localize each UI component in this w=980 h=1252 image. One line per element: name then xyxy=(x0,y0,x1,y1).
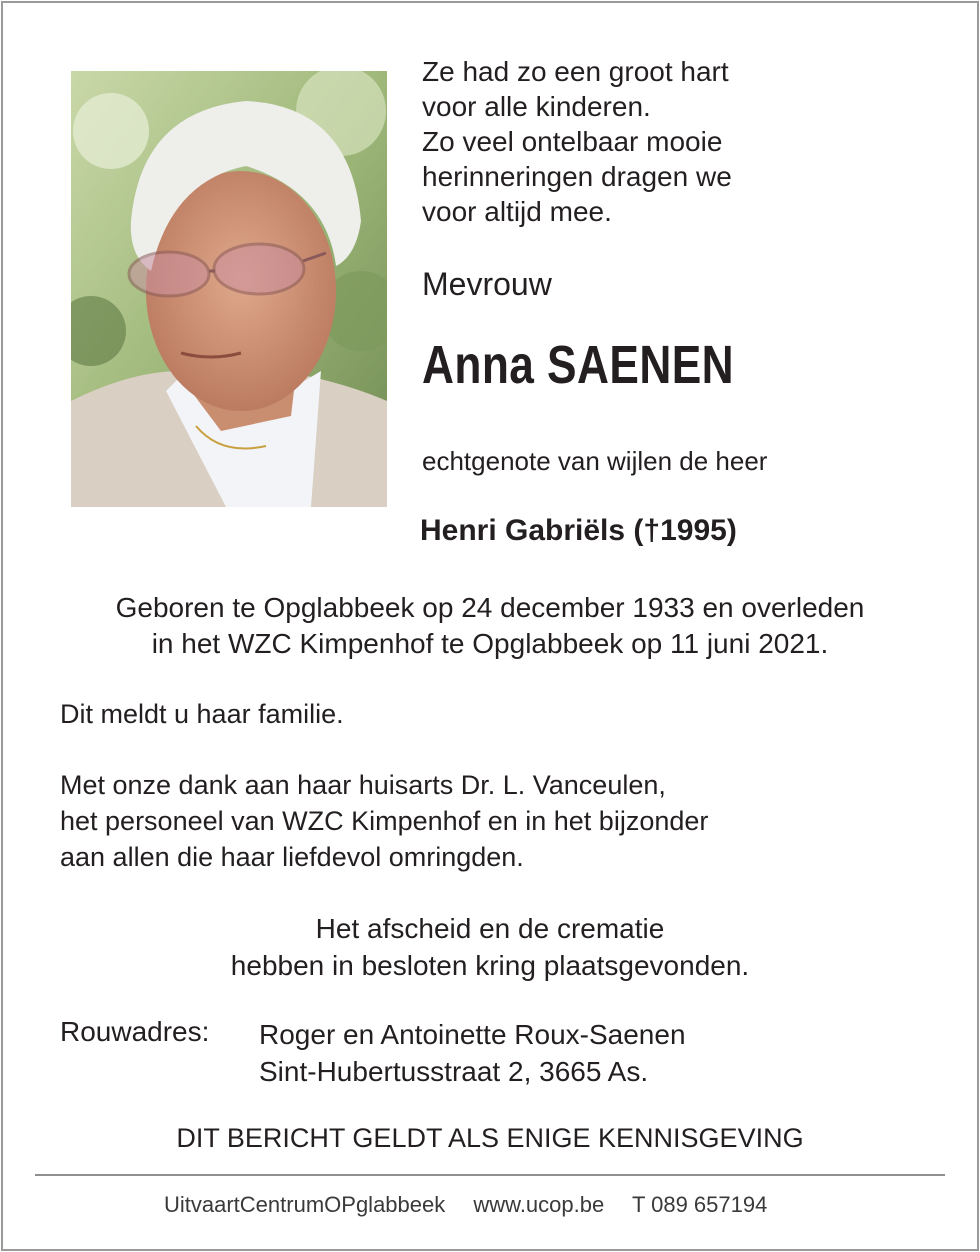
footer-company: UitvaartCentrumOPglabbeek xyxy=(164,1192,446,1217)
portrait-photo xyxy=(71,71,387,507)
poem-line: Ze had zo een groot hart xyxy=(422,56,729,87)
address-line: Roger en Antoinette Roux-Saenen xyxy=(259,1019,686,1050)
thanks-line: het personeel van WZC Kimpenhof en in het bijzonder xyxy=(60,806,709,836)
footer xyxy=(164,1192,789,1218)
honorific: Mevrouw xyxy=(422,266,552,302)
ceremony-text xyxy=(0,910,980,984)
birth-death-line: Geboren te Opglabbeek op 24 december 1933 en overleden xyxy=(115,592,865,623)
poem-line: Zo veel ontelbaar mooie xyxy=(422,126,723,157)
poem-line: voor alle kinderen. xyxy=(422,91,651,122)
footer-phone: T 089 657194 xyxy=(631,1192,768,1217)
mourning-address xyxy=(259,1016,686,1090)
spouse-relation: echtgenote van wijlen de heer xyxy=(422,446,768,476)
poem-line: herinneringen dragen we xyxy=(422,161,732,192)
address-line: Sint-Hubertusstraat 2, 3665 As. xyxy=(259,1056,649,1087)
thanks-line: Met onze dank aan haar huisarts Dr. L. Vanceulen, xyxy=(60,770,666,800)
poem xyxy=(422,54,732,229)
thanks-line: aan allen die haar liefdevol omringden. xyxy=(60,842,524,872)
address-label: Rouwadres: xyxy=(60,1016,210,1047)
footer-divider xyxy=(35,1174,945,1176)
ceremony-line: hebben in besloten kring plaatsgevonden. xyxy=(230,950,750,981)
deceased-name: Anna SAENEN xyxy=(422,335,735,395)
footer-website[interactable]: www.ucop.be xyxy=(473,1192,605,1217)
ceremony-line: Het afscheid en de crematie xyxy=(315,913,665,944)
birth-death-line: in het WZC Kimpenhof te Opglabbeek op 11 juni 2021. xyxy=(151,628,829,659)
thanks-text xyxy=(60,767,708,875)
birth-death-text xyxy=(0,590,980,662)
family-announcement: Dit meldt u haar familie. xyxy=(60,699,344,729)
spouse-name: Henri Gabriëls (†1995) xyxy=(420,514,737,547)
poem-line: voor altijd mee. xyxy=(422,196,612,227)
notice-text: DIT BERICHT GELDT ALS ENIGE KENNISGEVING xyxy=(176,1123,804,1153)
